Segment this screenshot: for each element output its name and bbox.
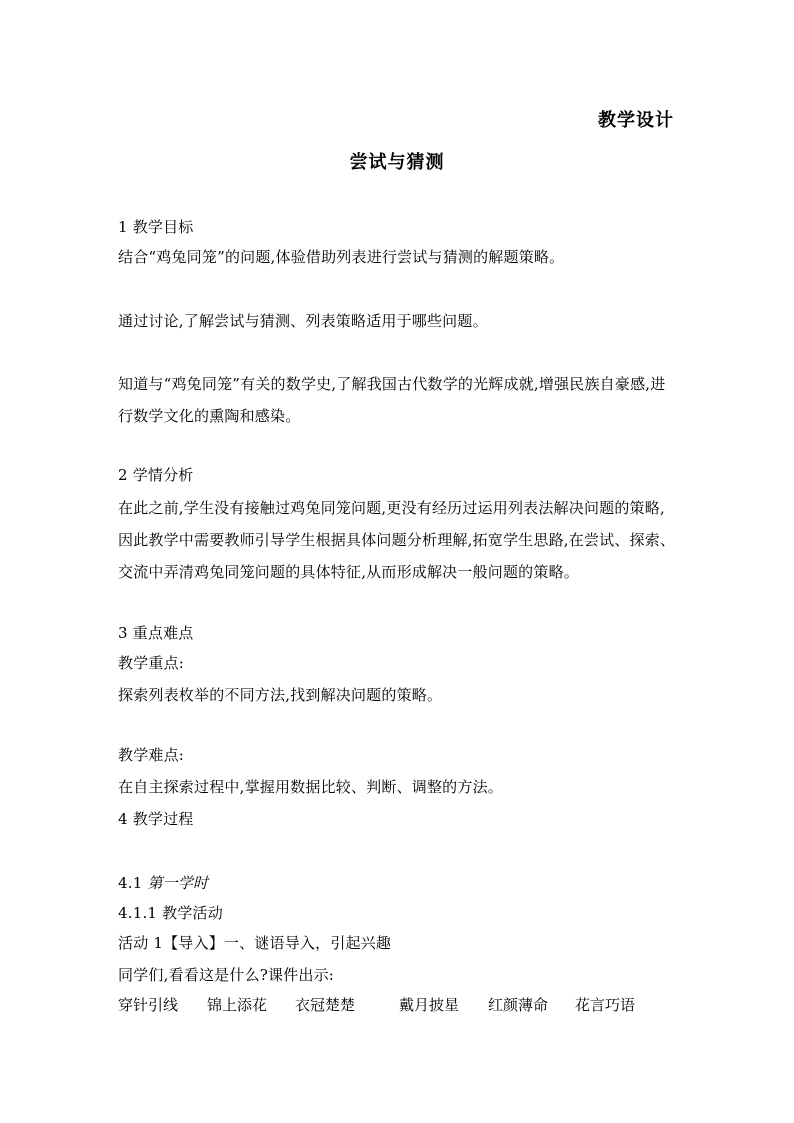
key-point-text: 探索列表枚举的不同方法,找到解决问题的策略。 xyxy=(118,686,443,704)
section-heading-objectives: 1 教学目标 xyxy=(118,218,194,236)
page-title: 尝试与猜测 xyxy=(349,152,445,173)
idiom-item: 花言巧语 xyxy=(575,996,636,1014)
activity-1-title: 活动 1【导入】一、谜语导入，引起兴趣 xyxy=(118,934,392,952)
objective-paragraph-1: 结合“鸡兔同笼”的问题,体验借助列表进行尝试与猜测的解题策略。 xyxy=(118,248,565,266)
section-heading-analysis: 2 学情分析 xyxy=(118,466,194,484)
idiom-list xyxy=(118,994,678,1018)
subsection-number: 4.1 xyxy=(118,874,148,892)
idiom-item: 穿针引线 xyxy=(118,996,179,1014)
section-heading-process: 4 教学过程 xyxy=(118,810,194,828)
document-type-label: 教学设计 xyxy=(598,110,674,131)
idiom-item: 戴月披星 xyxy=(399,996,460,1014)
objective-paragraph-3: 知道与“鸡兔同笼”有关的数学史,了解我国古代数学的光辉成就,增强民族自豪感,进行数学文化的熏陶和感染。 xyxy=(118,375,666,425)
key-point-label: 教学重点: xyxy=(118,654,185,672)
analysis-paragraph: 在此之前,学生没有接触过鸡兔同笼问题,更没有经历过运用列表法解决问题的策略,因此教学中需要教师引导学生根据具体问题分析理解,拓宽学生思路,在尝试、探索、交流中弄清鸡兔同笼问题的具体特征,从而形成解决一般问题的策略。 xyxy=(118,499,676,581)
objective-paragraph-2: 通过讨论,了解尝试与猜测、列表策略适用于哪些问题。 xyxy=(118,312,488,330)
idiom-item: 锦上添花 xyxy=(207,996,268,1014)
idiom-item: 红颜薄命 xyxy=(488,996,549,1014)
idiom-item: 衣冠楚楚 xyxy=(295,996,356,1014)
difficulty-text: 在自主探索过程中,掌握用数据比较、判断、调整的方法。 xyxy=(118,778,503,796)
activity-prompt: 同学们,看看这是什么?课件出示: xyxy=(118,966,335,984)
difficulty-label: 教学难点: xyxy=(118,746,185,764)
subsection-heading-activities: 4.1.1 教学活动 xyxy=(118,904,223,922)
section-heading-key-points: 3 重点难点 xyxy=(118,624,194,642)
subsection-heading-lesson-1 xyxy=(118,872,208,894)
subsection-title: 第一学时 xyxy=(147,874,209,892)
